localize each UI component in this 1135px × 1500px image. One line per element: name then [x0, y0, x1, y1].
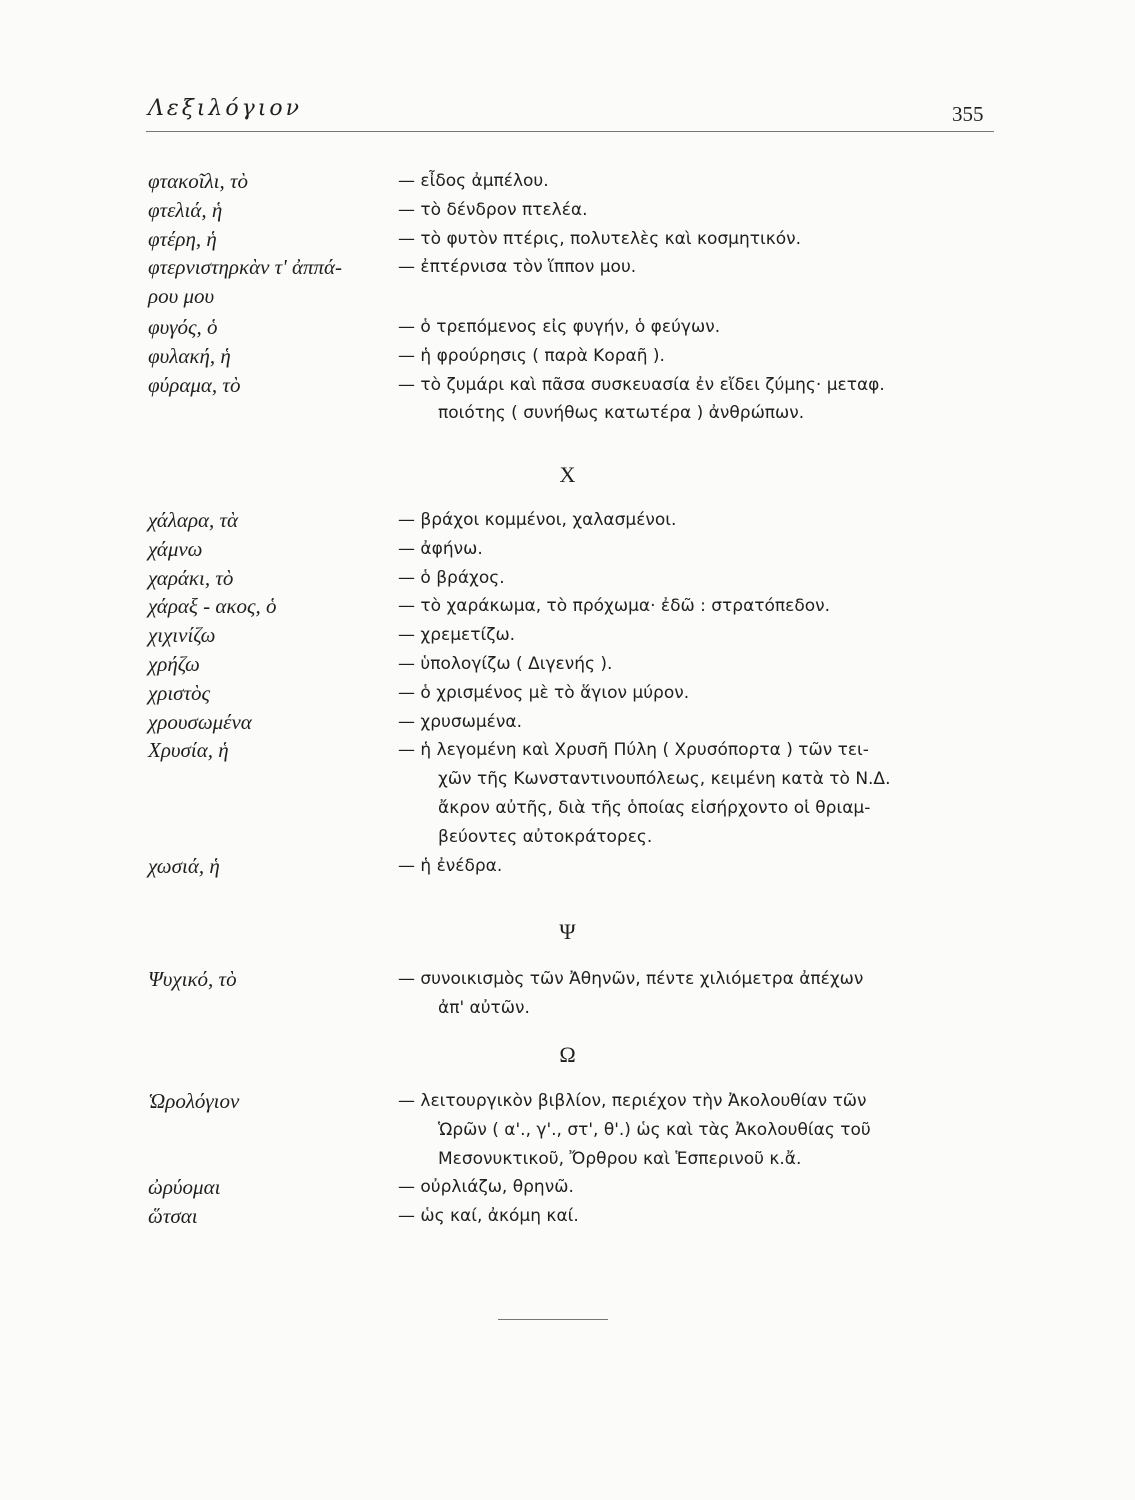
definition — [398, 1173, 998, 1202]
section-letter: Ω — [559, 1042, 576, 1067]
definition-line: ἀπ' αὐτῶν. — [438, 997, 530, 1018]
glossary-entry — [0, 564, 1135, 593]
definition-line: — ἐπτέρνισα τὸν ἵππον μου. — [398, 257, 637, 278]
definition — [398, 1087, 998, 1173]
headword-line: ρου μου — [148, 284, 215, 309]
definition-line: Ὡρῶν ( α'., γ'., στ', θ'.) ὡς καὶ τὰς Ἀκολουθίας τοῦ — [438, 1119, 871, 1140]
headword — [148, 506, 393, 535]
definition-line: — τὸ ζυμάρι καὶ πᾶσα συσκευασία ἐν εἴδει ζύμης· μεταφ. — [398, 374, 885, 395]
definition — [398, 506, 998, 535]
headword — [148, 708, 393, 737]
glossary-entry — [0, 679, 1135, 708]
definition — [398, 852, 998, 881]
headword-line: χρήζω — [148, 651, 200, 676]
definition-line: — ὑπολογίζω ( Διγενής ). — [398, 653, 613, 674]
definition-line: — τὸ φυτὸν πτέρις, πολυτελὲς καὶ κοσμητικόν. — [398, 228, 802, 249]
headword — [148, 592, 393, 621]
headword — [148, 371, 393, 400]
headword-line: φυγός, ὁ — [148, 314, 218, 339]
glossary-entry — [0, 253, 1135, 311]
definition-line: — τὸ δένδρον πτελέα. — [398, 199, 588, 220]
definition — [398, 1202, 998, 1231]
definition-line: χῶν τῆς Κωνσταντινουπόλεως, κειμένη κατὰ τὸ Ν.Δ. — [438, 769, 891, 790]
headword — [148, 736, 393, 765]
definition-line: — ἡ ἐνέδρα. — [398, 855, 503, 876]
definition-line: — ὁ χρισμένος μὲ τὸ ἅγιον μύρον. — [398, 682, 690, 703]
headword-line: χάλαρα, τὰ — [148, 508, 239, 532]
glossary-entry — [0, 621, 1135, 650]
glossary-entry — [0, 342, 1135, 371]
headword — [148, 650, 393, 679]
glossary-entry — [0, 1173, 1135, 1202]
headword — [148, 679, 393, 708]
definition-line: — βράχοι κομμένοι, χαλασμένοι. — [398, 510, 677, 530]
headword-line: Ψυχικό, τὸ — [148, 967, 237, 991]
headword-line: χωσιά, ἡ — [148, 853, 220, 878]
headword — [148, 167, 393, 196]
headword-line: Χρυσία, ἡ — [148, 738, 229, 763]
headword — [148, 1087, 393, 1116]
definition-line: — ὁ βράχος. — [398, 567, 505, 588]
glossary-entry — [0, 965, 1135, 1023]
headword-line: φτέρη, ἡ — [148, 226, 217, 251]
definition — [398, 342, 998, 371]
headword — [148, 965, 393, 994]
glossary-entry — [0, 313, 1135, 342]
definition — [398, 253, 998, 311]
headword-line: χριστὸς — [148, 680, 211, 705]
glossary-section — [0, 965, 1135, 1023]
glossary-entry — [0, 506, 1135, 535]
headword — [148, 535, 393, 564]
definition — [398, 708, 998, 737]
headword-line: χάραξ - ακος, ὁ — [148, 594, 277, 619]
page-number: 355 — [952, 102, 984, 126]
headword-line: χάμνω — [148, 536, 203, 561]
definition-line: — εἶδος ἀμπέλου. — [398, 171, 549, 191]
headword — [148, 342, 393, 371]
definition-line: — ὁ τρεπόμενος εἰς φυγήν, ὁ φεύγων. — [398, 316, 721, 337]
glossary-entry — [0, 708, 1135, 737]
definition — [398, 965, 998, 1023]
headword-line: φτελιά, ἡ — [148, 197, 223, 222]
headword-line: φτακοῖλι, τὸ — [148, 169, 249, 193]
definition-line: βεύοντες αὐτοκράτορες. — [438, 826, 653, 847]
headword-line: χιχινίζω — [148, 623, 216, 648]
section-letter: Ψ — [559, 919, 576, 944]
glossary-entry — [0, 650, 1135, 679]
headword — [148, 852, 393, 881]
headword-line: φυλακή, ἡ — [148, 343, 231, 368]
glossary-entry — [0, 1202, 1135, 1231]
headword — [148, 621, 393, 650]
definition-line: — ὡς καί, ἀκόμη καί. — [398, 1206, 579, 1227]
definition-line: ἄκρον αὐτῆς, διὰ τῆς ὁποίας εἰσήρχοντο οἱ θριαμ- — [438, 797, 871, 818]
headword — [148, 196, 393, 225]
definition-line: — τὸ χαράκωμα, τὸ πρόχωμα· ἐδῶ : στρατόπεδον. — [398, 596, 831, 617]
glossary-entry — [0, 736, 1135, 851]
end-rule — [498, 1319, 608, 1320]
headword-line: φτερνιστηρκὰν τ' ἀππά- — [148, 255, 343, 280]
headword — [148, 1173, 393, 1202]
definition-line: — συνοικισμὸς τῶν Ἀθηνῶν, πέντε χιλιόμετρα ἀπέχων — [398, 969, 864, 989]
glossary-entry — [0, 1087, 1135, 1173]
section-letter: Χ — [559, 462, 576, 487]
headword-line: ὥτσαι — [148, 1204, 198, 1229]
definition — [398, 167, 998, 196]
definition — [398, 592, 998, 621]
definition-line: — οὐρλιάζω, θρηνῶ. — [398, 1177, 574, 1198]
definition-line: — λειτουργικὸν βιβλίον, περιέχον τὴν Ἀκολουθίαν τῶν — [398, 1091, 867, 1111]
glossary-entry — [0, 852, 1135, 881]
headword-line: χαράκι, τὸ — [148, 565, 234, 590]
headword-line: Ὡρολόγιον — [148, 1089, 240, 1113]
definition-line: — χρεμετίζω. — [398, 625, 516, 646]
headword — [148, 564, 393, 593]
glossary-entry — [0, 196, 1135, 225]
definition — [398, 313, 998, 342]
definition-line: — ἀφήνω. — [398, 538, 483, 559]
glossary-section — [0, 506, 1135, 880]
definition-line: — ἡ λεγομένη καὶ Χρυσῆ Πύλη ( Χρυσόπορτα ) τῶν τει- — [398, 740, 869, 761]
definition-line: ποιότης ( συνήθως κατωτέρα ) ἀνθρώπων. — [438, 403, 805, 424]
header-rule — [146, 131, 994, 132]
headword — [148, 1202, 393, 1231]
headword-line: ὠρύομαι — [148, 1175, 221, 1200]
glossary-entry — [0, 535, 1135, 564]
definition — [398, 196, 998, 225]
definition — [398, 650, 998, 679]
definition-line: — χρυσωμένα. — [398, 711, 522, 732]
definition — [398, 225, 998, 254]
glossary-entry — [0, 225, 1135, 254]
glossary-entry — [0, 167, 1135, 196]
glossary-entry — [0, 592, 1135, 621]
definition — [398, 371, 998, 429]
definition — [398, 621, 998, 650]
headword-line: φύραμα, τὸ — [148, 372, 241, 397]
glossary-section — [0, 1087, 1135, 1231]
headword — [148, 225, 393, 254]
headword — [148, 313, 393, 342]
headword-line: χρουσωμένα — [148, 709, 252, 734]
running-head: Λεξιλόγιον — [148, 96, 303, 121]
definition — [398, 679, 998, 708]
headword — [148, 253, 393, 311]
definition-line: — ἡ φρούρησις ( παρὰ Κοραῆ ). — [398, 345, 665, 366]
definition — [398, 564, 998, 593]
definition — [398, 535, 998, 564]
definition-line: Μεσονυκτικοῦ, Ὄρθρου καὶ Ἑσπερινοῦ κ.ἄ. — [438, 1148, 802, 1169]
glossary-section — [0, 167, 1135, 428]
glossary-entry — [0, 371, 1135, 429]
definition — [398, 736, 998, 851]
